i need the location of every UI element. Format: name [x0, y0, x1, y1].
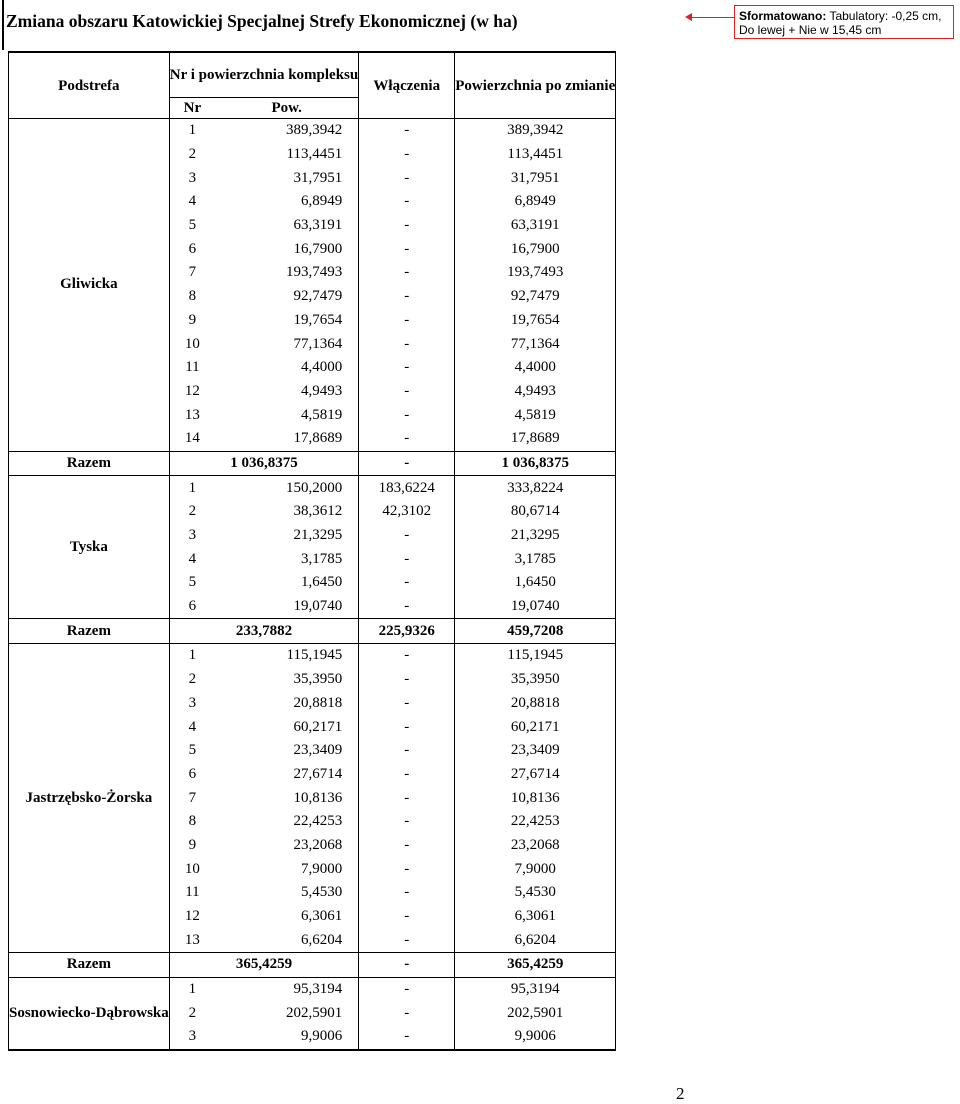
area-after-change: 23,2068 [455, 834, 616, 858]
header-complex: Nr i powierzchnia kompleksu [169, 52, 359, 98]
inclusion-area: - [359, 427, 455, 451]
complex-area: 4,9493 [215, 380, 359, 404]
area-after-change: 19,7654 [455, 309, 616, 333]
total-inclusions: - [359, 953, 455, 978]
inclusion-area: - [359, 739, 455, 763]
inclusion-area: - [359, 119, 455, 143]
complex-area: 17,8689 [215, 427, 359, 451]
inclusion-area: - [359, 190, 455, 214]
inclusion-area: - [359, 237, 455, 261]
complex-area: 21,3295 [215, 524, 359, 548]
inclusion-area: - [359, 644, 455, 668]
inclusion-area: - [359, 786, 455, 810]
inclusion-area: - [359, 977, 455, 1001]
complex-number: 13 [169, 403, 215, 427]
complex-number: 11 [169, 881, 215, 905]
complex-area: 6,8949 [215, 190, 359, 214]
inclusion-area: - [359, 857, 455, 881]
complex-number: 3 [169, 166, 215, 190]
complex-number: 3 [169, 1025, 215, 1050]
complex-area: 10,8136 [215, 786, 359, 810]
area-after-change: 115,1945 [455, 644, 616, 668]
total-area: 233,7882 [169, 619, 359, 644]
complex-area: 27,6714 [215, 763, 359, 787]
complex-number: 2 [169, 668, 215, 692]
complex-area: 6,3061 [215, 905, 359, 929]
inclusion-area: - [359, 810, 455, 834]
total-area: 365,4259 [169, 953, 359, 978]
complex-number: 6 [169, 763, 215, 787]
inclusion-area: - [359, 881, 455, 905]
complex-number: 1 [169, 476, 215, 500]
inclusion-area: - [359, 524, 455, 548]
zone-name: Jastrzębsko-Żorska [9, 644, 170, 953]
complex-area: 92,7479 [215, 285, 359, 309]
inclusion-area: - [359, 332, 455, 356]
comment-label: Sformatowano: [739, 9, 827, 23]
complex-number: 2 [169, 143, 215, 167]
header-inclusions: Włączenia [359, 52, 455, 119]
inclusion-area: - [359, 403, 455, 427]
total-row [9, 619, 616, 644]
complex-area: 23,3409 [215, 739, 359, 763]
total-area-after: 365,4259 [455, 953, 616, 978]
comment-text: Tabulatory: -0,25 cm, Do lewej + Nie w 15,45 cm [739, 9, 942, 37]
inclusion-area: - [359, 834, 455, 858]
inclusion-area: - [359, 715, 455, 739]
header-pow: Pow. [215, 98, 359, 119]
inclusion-area: - [359, 356, 455, 380]
zone-name: Gliwicka [9, 119, 170, 452]
complex-area: 77,1364 [215, 332, 359, 356]
area-after-change: 333,8224 [455, 476, 616, 500]
inclusion-area: - [359, 763, 455, 787]
complex-area: 60,2171 [215, 715, 359, 739]
area-after-change: 20,8818 [455, 692, 616, 716]
area-after-change: 60,2171 [455, 715, 616, 739]
area-after-change: 92,7479 [455, 285, 616, 309]
complex-area: 7,9000 [215, 857, 359, 881]
total-row [9, 953, 616, 978]
inclusion-area: - [359, 143, 455, 167]
complex-area: 19,7654 [215, 309, 359, 333]
complex-number: 5 [169, 739, 215, 763]
complex-area: 150,2000 [215, 476, 359, 500]
complex-number: 6 [169, 595, 215, 619]
area-after-change: 27,6714 [455, 763, 616, 787]
complex-number: 6 [169, 237, 215, 261]
header-row [9, 52, 616, 98]
complex-number: 12 [169, 380, 215, 404]
complex-area: 23,2068 [215, 834, 359, 858]
area-after-change: 193,7493 [455, 261, 616, 285]
inclusion-area: - [359, 595, 455, 619]
complex-number: 14 [169, 427, 215, 451]
complex-area: 115,1945 [215, 644, 359, 668]
area-after-change: 3,1785 [455, 547, 616, 571]
inclusion-area: - [359, 380, 455, 404]
table-row [9, 476, 616, 500]
inclusion-area: - [359, 1025, 455, 1050]
area-after-change: 4,9493 [455, 380, 616, 404]
area-after-change: 4,5819 [455, 403, 616, 427]
table-row [9, 119, 616, 143]
complex-area: 22,4253 [215, 810, 359, 834]
complex-number: 9 [169, 309, 215, 333]
total-label: Razem [9, 619, 170, 644]
complex-number: 11 [169, 356, 215, 380]
complex-number: 7 [169, 261, 215, 285]
area-after-change: 389,3942 [455, 119, 616, 143]
complex-number: 13 [169, 928, 215, 952]
area-after-change: 77,1364 [455, 332, 616, 356]
area-after-change: 6,8949 [455, 190, 616, 214]
area-after-change: 19,0740 [455, 595, 616, 619]
total-row [9, 451, 616, 476]
area-after-change: 1,6450 [455, 571, 616, 595]
complex-area: 9,9006 [215, 1025, 359, 1050]
area-after-change: 9,9006 [455, 1025, 616, 1050]
area-after-change: 113,4451 [455, 143, 616, 167]
inclusion-area: - [359, 668, 455, 692]
header-nr: Nr [169, 98, 215, 119]
inclusion-area: - [359, 571, 455, 595]
inclusion-area: 42,3102 [359, 500, 455, 524]
complex-area: 113,4451 [215, 143, 359, 167]
inclusion-area: - [359, 261, 455, 285]
area-after-change: 7,9000 [455, 857, 616, 881]
page-title: Zmiana obszaru Katowickiej Specjalnej Strefy Ekonomicznej (w ha) [6, 11, 518, 31]
area-after-change: 80,6714 [455, 500, 616, 524]
header-area-after: Powierzchnia po zmianie [455, 52, 616, 119]
inclusion-area: - [359, 309, 455, 333]
complex-area: 16,7900 [215, 237, 359, 261]
complex-area: 5,4530 [215, 881, 359, 905]
inclusion-area: - [359, 547, 455, 571]
page-number: 2 [676, 1084, 685, 1103]
complex-area: 20,8818 [215, 692, 359, 716]
inclusion-area: - [359, 1001, 455, 1025]
header-zone: Podstrefa [9, 52, 170, 119]
complex-area: 95,3194 [215, 977, 359, 1001]
complex-number: 1 [169, 644, 215, 668]
total-label: Razem [9, 451, 170, 476]
complex-area: 35,3950 [215, 668, 359, 692]
complex-area: 3,1785 [215, 547, 359, 571]
comment-connector-line [692, 17, 734, 18]
area-after-change: 95,3194 [455, 977, 616, 1001]
complex-number: 10 [169, 857, 215, 881]
complex-number: 7 [169, 786, 215, 810]
complex-area: 6,6204 [215, 928, 359, 952]
total-area: 1 036,8375 [169, 451, 359, 476]
inclusion-area: - [359, 692, 455, 716]
complex-number: 12 [169, 905, 215, 929]
complex-number: 4 [169, 715, 215, 739]
table-row [9, 977, 616, 1001]
complex-number: 4 [169, 190, 215, 214]
complex-number: 8 [169, 810, 215, 834]
complex-area: 4,5819 [215, 403, 359, 427]
complex-area: 19,0740 [215, 595, 359, 619]
area-after-change: 6,3061 [455, 905, 616, 929]
zone-name: Tyska [9, 476, 170, 619]
complex-number: 4 [169, 547, 215, 571]
complex-area: 1,6450 [215, 571, 359, 595]
area-after-change: 6,6204 [455, 928, 616, 952]
complex-number: 10 [169, 332, 215, 356]
area-after-change: 17,8689 [455, 427, 616, 451]
inclusion-area: - [359, 285, 455, 309]
complex-number: 1 [169, 119, 215, 143]
inclusion-area: - [359, 214, 455, 238]
area-after-change: 5,4530 [455, 881, 616, 905]
total-area-after: 1 036,8375 [455, 451, 616, 476]
revision-margin-bar [2, 0, 4, 50]
comment-arrow-icon [685, 13, 692, 21]
format-change-comment[interactable] [734, 5, 954, 39]
total-inclusions: 225,9326 [359, 619, 455, 644]
area-after-change: 63,3191 [455, 214, 616, 238]
area-after-change: 10,8136 [455, 786, 616, 810]
complex-number: 5 [169, 214, 215, 238]
area-after-change: 35,3950 [455, 668, 616, 692]
total-label: Razem [9, 953, 170, 978]
complex-number: 2 [169, 500, 215, 524]
area-after-change: 16,7900 [455, 237, 616, 261]
inclusion-area: - [359, 905, 455, 929]
complex-number: 8 [169, 285, 215, 309]
inclusion-area: 183,6224 [359, 476, 455, 500]
area-after-change: 22,4253 [455, 810, 616, 834]
complex-area: 63,3191 [215, 214, 359, 238]
zones-table [8, 51, 616, 1051]
total-inclusions: - [359, 451, 455, 476]
complex-number: 9 [169, 834, 215, 858]
table-row [9, 644, 616, 668]
area-after-change: 21,3295 [455, 524, 616, 548]
area-after-change: 4,4000 [455, 356, 616, 380]
complex-number: 3 [169, 524, 215, 548]
complex-area: 389,3942 [215, 119, 359, 143]
total-area-after: 459,7208 [455, 619, 616, 644]
area-after-change: 31,7951 [455, 166, 616, 190]
area-after-change: 202,5901 [455, 1001, 616, 1025]
complex-number: 5 [169, 571, 215, 595]
complex-area: 31,7951 [215, 166, 359, 190]
inclusion-area: - [359, 928, 455, 952]
complex-number: 2 [169, 1001, 215, 1025]
zone-name: Sosnowiecko-Dąbrowska [9, 977, 170, 1050]
area-after-change: 23,3409 [455, 739, 616, 763]
complex-area: 38,3612 [215, 500, 359, 524]
inclusion-area: - [359, 166, 455, 190]
complex-area: 4,4000 [215, 356, 359, 380]
complex-number: 3 [169, 692, 215, 716]
zones-table-body [9, 52, 616, 1050]
complex-area: 202,5901 [215, 1001, 359, 1025]
complex-number: 1 [169, 977, 215, 1001]
complex-area: 193,7493 [215, 261, 359, 285]
